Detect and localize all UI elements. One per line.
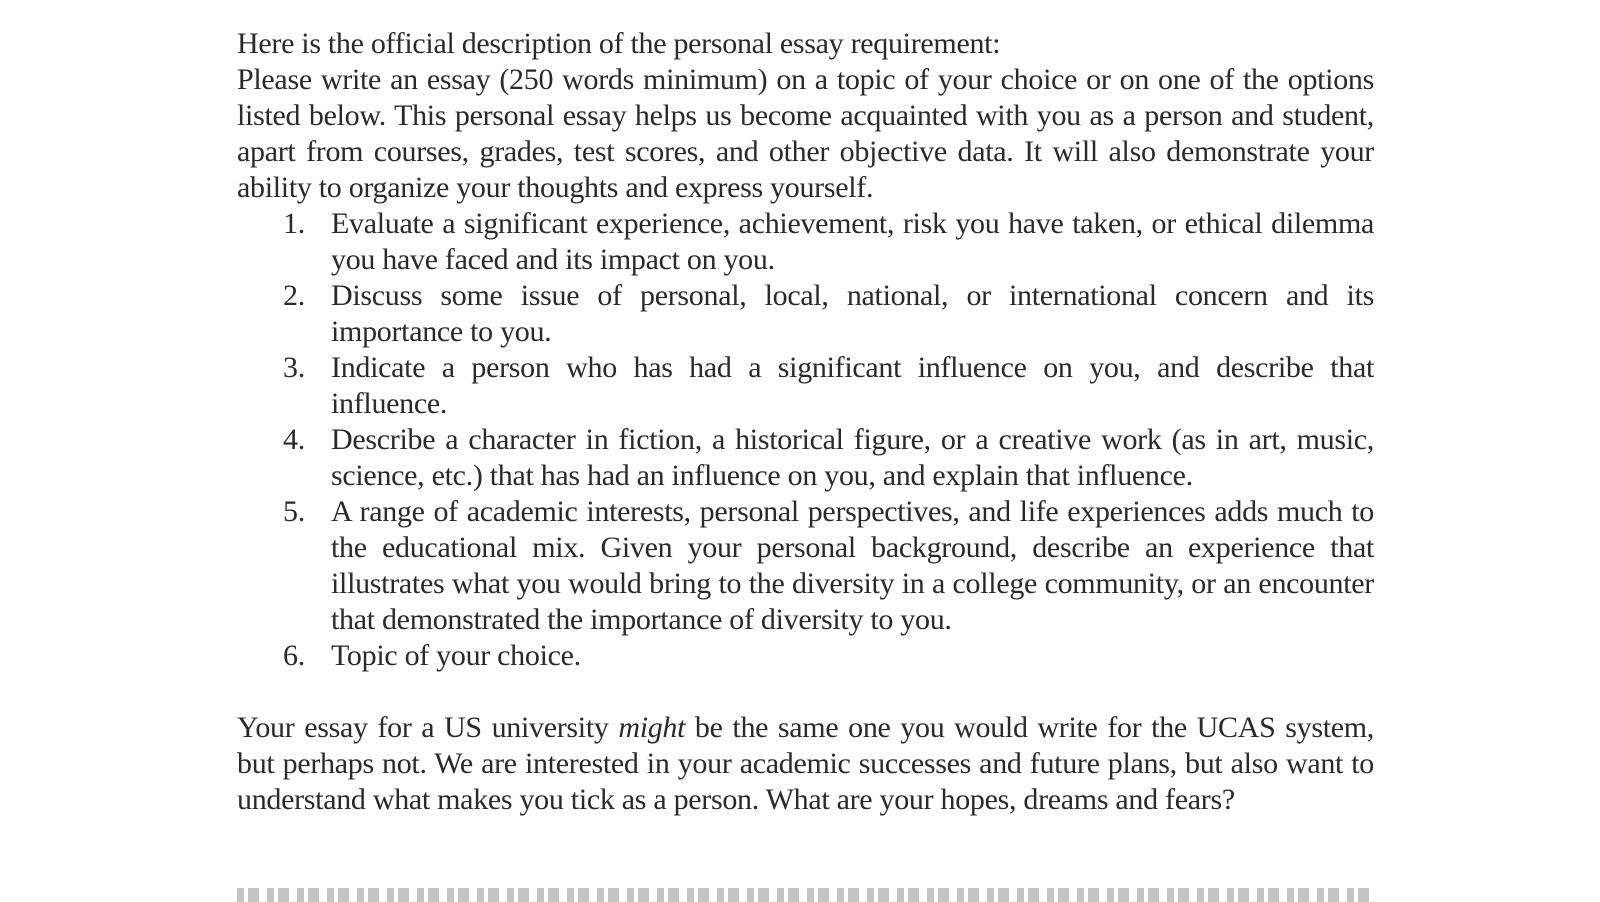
us-essay-paragraph (237, 710, 1374, 818)
list-item-number: 6. (283, 639, 305, 672)
list-item (237, 278, 1374, 350)
list-item-text: Discuss some issue of personal, local, national, or international concern and its importance to you. (331, 279, 1374, 348)
us-essay-text-end: be the same one you would write for the UCAS system, but perhaps not. We are interested in your academic successes and future plans, but also want to understand what makes you tick as a person. What are your hopes, dreams and fears? (237, 711, 1374, 816)
essay-options-list (237, 206, 1374, 674)
list-item (237, 422, 1374, 494)
intro-line: Here is the official description of the personal essay requirement: (237, 27, 1001, 60)
document-page (237, 26, 1374, 818)
list-item-number: 2. (283, 279, 305, 312)
list-item (237, 638, 1374, 674)
list-item-text: Indicate a person who has had a significant influence on you, and describe that influence. (331, 351, 1374, 420)
us-essay-emphasis: might (618, 711, 686, 744)
list-item-text: Evaluate a significant experience, achievement, risk you have taken, or ethical dilemma you have faced and its impact on you. (331, 207, 1374, 276)
list-item-text: Describe a character in fiction, a historical figure, or a creative work (as in art, music, science, etc.) that has had an influence on you, and explain that influence. (331, 423, 1374, 492)
list-item-number: 5. (283, 495, 305, 528)
list-item-text: A range of academic interests, personal perspectives, and life experiences adds much to the educational mix. Given your personal background, describe an experience that illustrates what you would bring to the diversity in a college community, or an encounter that demonstrated the importance of diversity to you. (331, 495, 1374, 636)
list-item-number: 1. (283, 207, 305, 240)
essay-description: Please write an essay (250 words minimum) on a topic of your choice or on one of the options listed below. This personal essay helps us become acquainted with you as a person and student, apart from courses, grades, test scores, and other objective data. It will also demonstrate your ability to organize your thoughts and express yourself. (237, 63, 1374, 204)
list-item (237, 206, 1374, 278)
list-item-text: Topic of your choice. (331, 639, 581, 672)
list-item-number: 3. (283, 351, 305, 384)
list-item (237, 350, 1374, 422)
list-item-number: 4. (283, 423, 305, 456)
us-essay-text-start: Your essay for a US university (237, 711, 619, 744)
list-item (237, 494, 1374, 638)
